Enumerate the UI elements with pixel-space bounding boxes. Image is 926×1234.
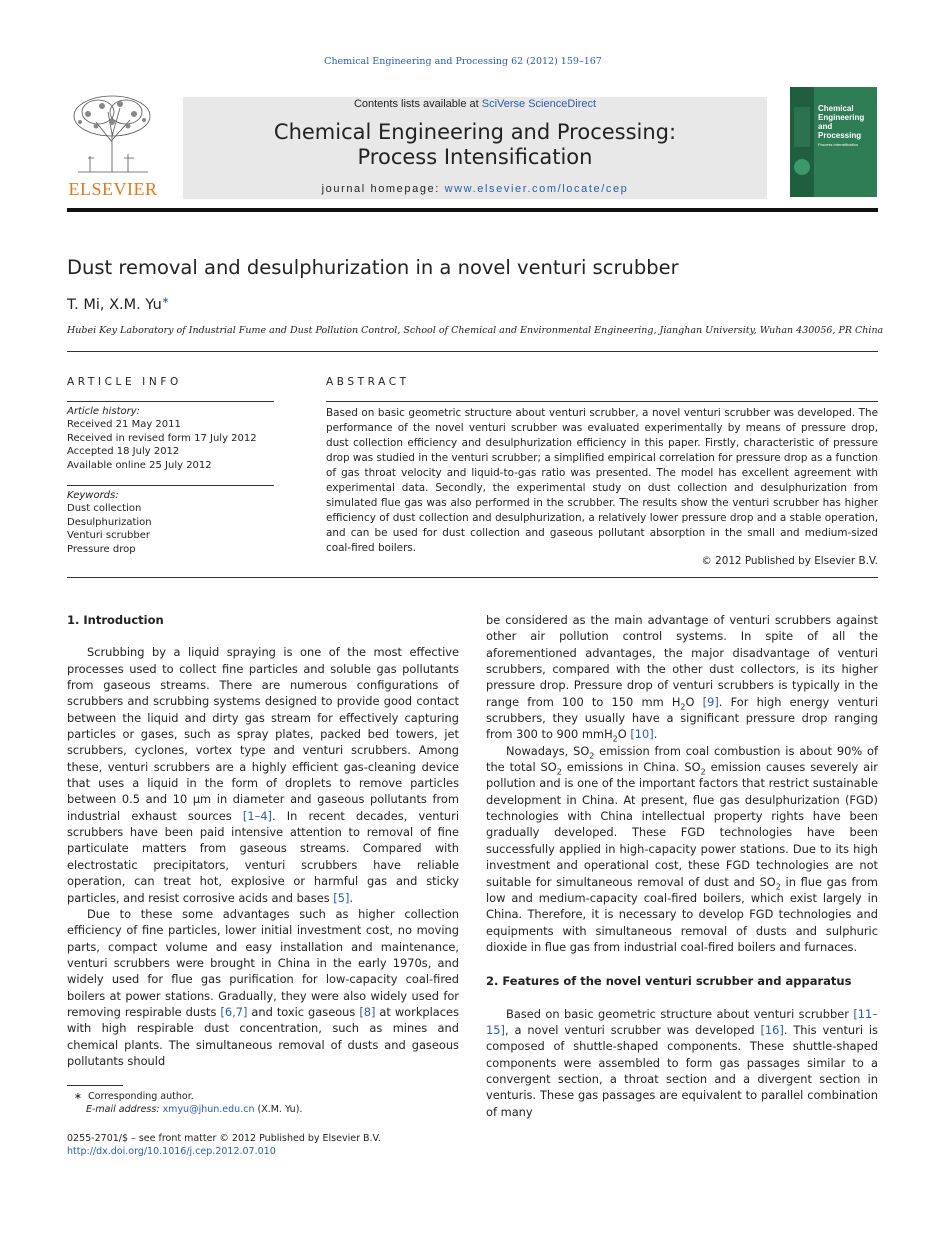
subscript: 2 xyxy=(680,702,686,711)
journal-reference: Chemical Engineering and Processing 62 (2012) 159–167 xyxy=(324,56,602,67)
cover-line2: Engineering xyxy=(818,113,865,122)
divider xyxy=(67,485,274,486)
paragraph xyxy=(486,743,878,955)
citation-link[interactable]: [16] xyxy=(760,1022,784,1037)
keyword: Desulphurization xyxy=(67,516,152,528)
abstract-copyright: © 2012 Published by Elsevier B.V. xyxy=(701,555,878,567)
text: Scrubbing by a liquid spraying is one of the most effective processes used to collect fine particles and soluble gas pollutants from gaseous streams. There are numerous configurations of scrubbers and scrubbing systems designed to provide good contact between the liquid and dirty gas stream for effectively capturing particles or gases, such as spray plates, packed bed towers, jet scrubbers, cyclones, vortex type and venturi scrubbers. Among these, venturi scrubbers are a highly efficient gas-cleaning device that uses a liquid in the form of droplets to remove particles between 0.5 and 10 μm in diameter and gaseous pollutants from industrial exhaust sources xyxy=(67,645,459,823)
keyword: Pressure drop xyxy=(67,543,136,555)
divider xyxy=(326,401,878,402)
subscript: 2 xyxy=(612,734,618,744)
paragraph: Scrubbing by a liquid spraying is one of the most effective processes used to collect fine particles and soluble gas pollutants from gaseous streams. There are numerous configurations of scrubbers and scrubbing systems designed to provide good contact between the liquid and dirty gas stream for effectively capturing particles or gases, such as spray plates, packed bed towers, jet scrubbers, cyclones, vortex type and venturi scrubbers. Among these, venturi scrubbers are a highly efficient gas-cleaning device that uses a liquid in the form of droplets to remove particles between 0.5 and 10 μm in diameter and gaseous pollutants from industrial exhaust sources [1–4]. In recent decades, venturi scrubbers have been paid intensive attention to removal of fine particulate matters from gaseous streams. Compared with electrostatic precipitators, venturi scrubbers have reliable operation, can treat hot, explosive or harmful gas and sticky particles, and resist corrosive acids and bases [5]. xyxy=(67,645,460,905)
email-suffix: (X.M. Yu). xyxy=(254,1104,303,1115)
journal-title-line1: Chemical Engineering and Processing: xyxy=(273,120,677,144)
history-online: Available online 25 July 2012 xyxy=(67,459,212,471)
citation-link[interactable]: [8] xyxy=(359,1004,376,1019)
contents-line xyxy=(183,98,767,110)
keyword: Venturi scrubber xyxy=(67,530,150,542)
text: O xyxy=(685,694,703,709)
elsevier-logo xyxy=(66,88,160,200)
text: emissions in China. SO xyxy=(561,760,701,775)
abstract-text: Based on basic geometric structure about venturi scrubber, a novel venturi scrubber was developed. The performance of the novel venturi scrubber was evaluated experimentally by means of pressure drop, dust collection efficiency and desulphurization efficiency in this paper. Firstly, characteristic of pressure drop was studied in the venturi scrubber; a simplified empirical correlation for pressure drop as a function of gas throat velocity and liquid-to-gas ratio was presented. The model has excellent agreement with experimental data. Secondly, the experimental study on dust collection and desulphurization from simulated flue gas was also performed in the scrubber. The results show the venturi scrubber has higher efficiency of dust collection and desulphurization, a relatively lower pressure drop and a stable operation, and can be used for dust collection and gaseous pollutant absorption in the small and medium-sized coal-fired boilers. xyxy=(326,407,878,554)
left-column xyxy=(67,612,459,1069)
history-label: Article history: xyxy=(67,406,141,417)
cover-line3: and xyxy=(818,122,833,131)
article-title: Dust removal and desulphurization in a novel venturi scrubber xyxy=(67,256,679,279)
journal-title-line2: Process Intensification xyxy=(357,145,593,169)
email-label: E-mail address: xyxy=(86,1104,163,1115)
divider xyxy=(67,401,274,402)
citation-link[interactable]: [1–4] xyxy=(242,808,272,823)
text: and toxic gaseous xyxy=(247,1004,360,1019)
article-info-heading: ARTICLE INFO xyxy=(67,376,182,388)
journal-banner xyxy=(183,97,767,199)
email-link[interactable]: xmyu@jhun.edu.cn xyxy=(162,1104,255,1115)
tree-icon xyxy=(68,92,156,174)
subscript: 2 xyxy=(775,881,781,891)
homepage-prefix: journal homepage: xyxy=(321,183,445,195)
journal-cover-image xyxy=(790,87,877,197)
text: emission causes severely air pollution and is one of the important factors that restrict sustainable development in China. At present, flue gas desulphurization (FGD) technologies with China intellectual property rights have been gradually developed. These FGD technologies have been successfully applied in high-capacity power stations. Due to its high investment and operational cost, these FGD technologies are not suitable for simultaneous removal of dust and SO xyxy=(486,760,878,889)
subscript: 2 xyxy=(556,767,562,777)
subscript: 2 xyxy=(700,767,706,777)
subscript: 2 xyxy=(589,751,595,761)
text: . In recent decades, venturi scrubbers have been paid intensive attention to removal of fine particulate matters from gaseous streams. Compared with electrostatic precipitators, venturi scrubbers have reliable operation, can treat hot, explosive or harmful gas and sticky particles, and resist corrosive acids and bases xyxy=(67,808,460,905)
section-heading-features: 2. Features of the novel venturi scrubber and apparatus xyxy=(486,974,852,989)
paragraph xyxy=(486,1006,878,1120)
history-accepted: Accepted 18 July 2012 xyxy=(67,446,180,458)
citation-link[interactable]: [9] xyxy=(702,694,719,709)
cover-title xyxy=(818,104,864,140)
authors xyxy=(67,296,169,313)
footnote-rule xyxy=(67,1085,123,1086)
paragraph: be considered as the main advantage of venturi scrubbers against other air pollution control systems. In spite of all the aforementioned advantages, the major disadvantage of venturi scrubbers, compared with the other dust collectors, is its higher pressure drop. Pressure drop of venturi scrubbers is typically in the range from 100 to 150 mm $H_2O$ [9]. For high energy venturi scrubbers, they usually have a significant pressure drop ranging from 300 to 900 mmH$_2$O [10]. xyxy=(486,613,878,744)
text: . This venturi is composed of shuttle-shaped components. These shuttle-shaped components were assembled to form gas passages similar to a convergent section, a throat section and a divergent section in venturis. These gas passages are equivalent to parallel combination of many xyxy=(486,1022,878,1119)
affiliation: Hubei Key Laboratory of Industrial Fume and Dust Pollution Control, School of Chemical and Environmental Engineering, Jianghan University, Wuhan 430056, PR China xyxy=(67,325,884,336)
text: be considered as the main advantage of venturi scrubbers against other air pollution control systems. In spite of all the aforementioned advantages, the major disadvantage of venturi scrubbers, compared with the other dust collectors, is its higher pressure drop. Pressure drop of venturi scrubbers is typically in the range from 100 to 150 mm H xyxy=(486,613,878,709)
paragraph xyxy=(67,906,459,1069)
citation-link[interactable]: [11–15] xyxy=(486,1006,878,1037)
header-divider xyxy=(67,208,878,212)
contents-prefix: Contents lists available at xyxy=(353,98,482,110)
text: , a novel venturi scrubber was developed xyxy=(504,1022,761,1037)
footnote-text: Corresponding author. xyxy=(88,1091,194,1102)
citation-link[interactable]: [6,7] xyxy=(220,1004,248,1019)
journal-homepage xyxy=(183,183,767,195)
text: O xyxy=(617,727,631,742)
corresponding-mark[interactable]: ∗ xyxy=(161,296,170,306)
history-received: Received 21 May 2011 xyxy=(67,419,181,431)
keywords-label: Keywords: xyxy=(67,490,119,501)
text: . For high energy venturi scrubbers, they usually have a significant pressure drop ranging from 300 to 900 mmH xyxy=(486,694,878,742)
sciencedirect-link[interactable]: SciVerse ScienceDirect xyxy=(481,98,597,110)
front-matter: 0255-2701/$ – see front matter © 2012 Published by Elsevier B.V. xyxy=(67,1133,381,1144)
text: in flue gas from low and medium-capacity coal-fired boilers, which exist largely in China. Therefore, it is necessary to develop FGD technologies and equipments with simultaneous removal of dusts and sulphuric dioxide in flue gas from industrial coal-fired boilers and furnaces. xyxy=(486,874,878,954)
text: at workplaces with high respirable dust concentration, such as mines and chemical plants. The simultaneous removal of dusts and gaseous pollutants should xyxy=(67,1004,459,1068)
footnote-corresponding xyxy=(74,1090,194,1103)
author-names: T. Mi, X.M. Yu xyxy=(67,296,162,313)
cover-line1: Chemical xyxy=(818,104,854,113)
footnote-email xyxy=(86,1103,302,1116)
text: emission from coal combustion is about 90% of the total SO xyxy=(486,743,878,775)
cover-subtitle: Process Intensification xyxy=(818,142,859,147)
citation-link[interactable]: [5] xyxy=(333,890,350,905)
divider xyxy=(67,351,878,352)
text: Nowadays, SO xyxy=(506,743,590,758)
section-heading-introduction: 1. Introduction xyxy=(67,613,164,627)
text: Based on basic geometric structure about venturi scrubber xyxy=(506,1006,854,1021)
divider xyxy=(67,577,878,578)
history-revised: Received in revised form 17 July 2012 xyxy=(67,432,257,444)
keyword: Dust collection xyxy=(67,503,142,515)
footnote-mark: ∗ xyxy=(74,1091,82,1102)
homepage-link[interactable]: www.elsevier.com/locate/cep xyxy=(444,183,629,195)
journal-title xyxy=(183,120,767,170)
right-column xyxy=(486,612,878,1120)
abstract-heading: ABSTRACT xyxy=(326,376,410,388)
text: Due to these some advantages such as higher collection efficiency of fine particles, lower initial investment cost, no moving parts, compact volume and easy installation and maintenance, venturi scrubbers were brought in China in the early 1970s, and widely used for flue gas purification for low-capacity coal-fired boilers at power stations. Gradually, they were also widely used for removing respirable dusts xyxy=(67,906,459,1019)
citation-link[interactable]: [10] xyxy=(630,727,654,742)
keywords xyxy=(67,489,274,556)
cover-line4: Processing xyxy=(818,131,862,140)
article-history xyxy=(67,405,274,472)
publisher-name: ELSEVIER xyxy=(68,179,158,199)
doi-link[interactable]: http://dx.doi.org/10.1016/j.cep.2012.07.010 xyxy=(67,1146,276,1157)
